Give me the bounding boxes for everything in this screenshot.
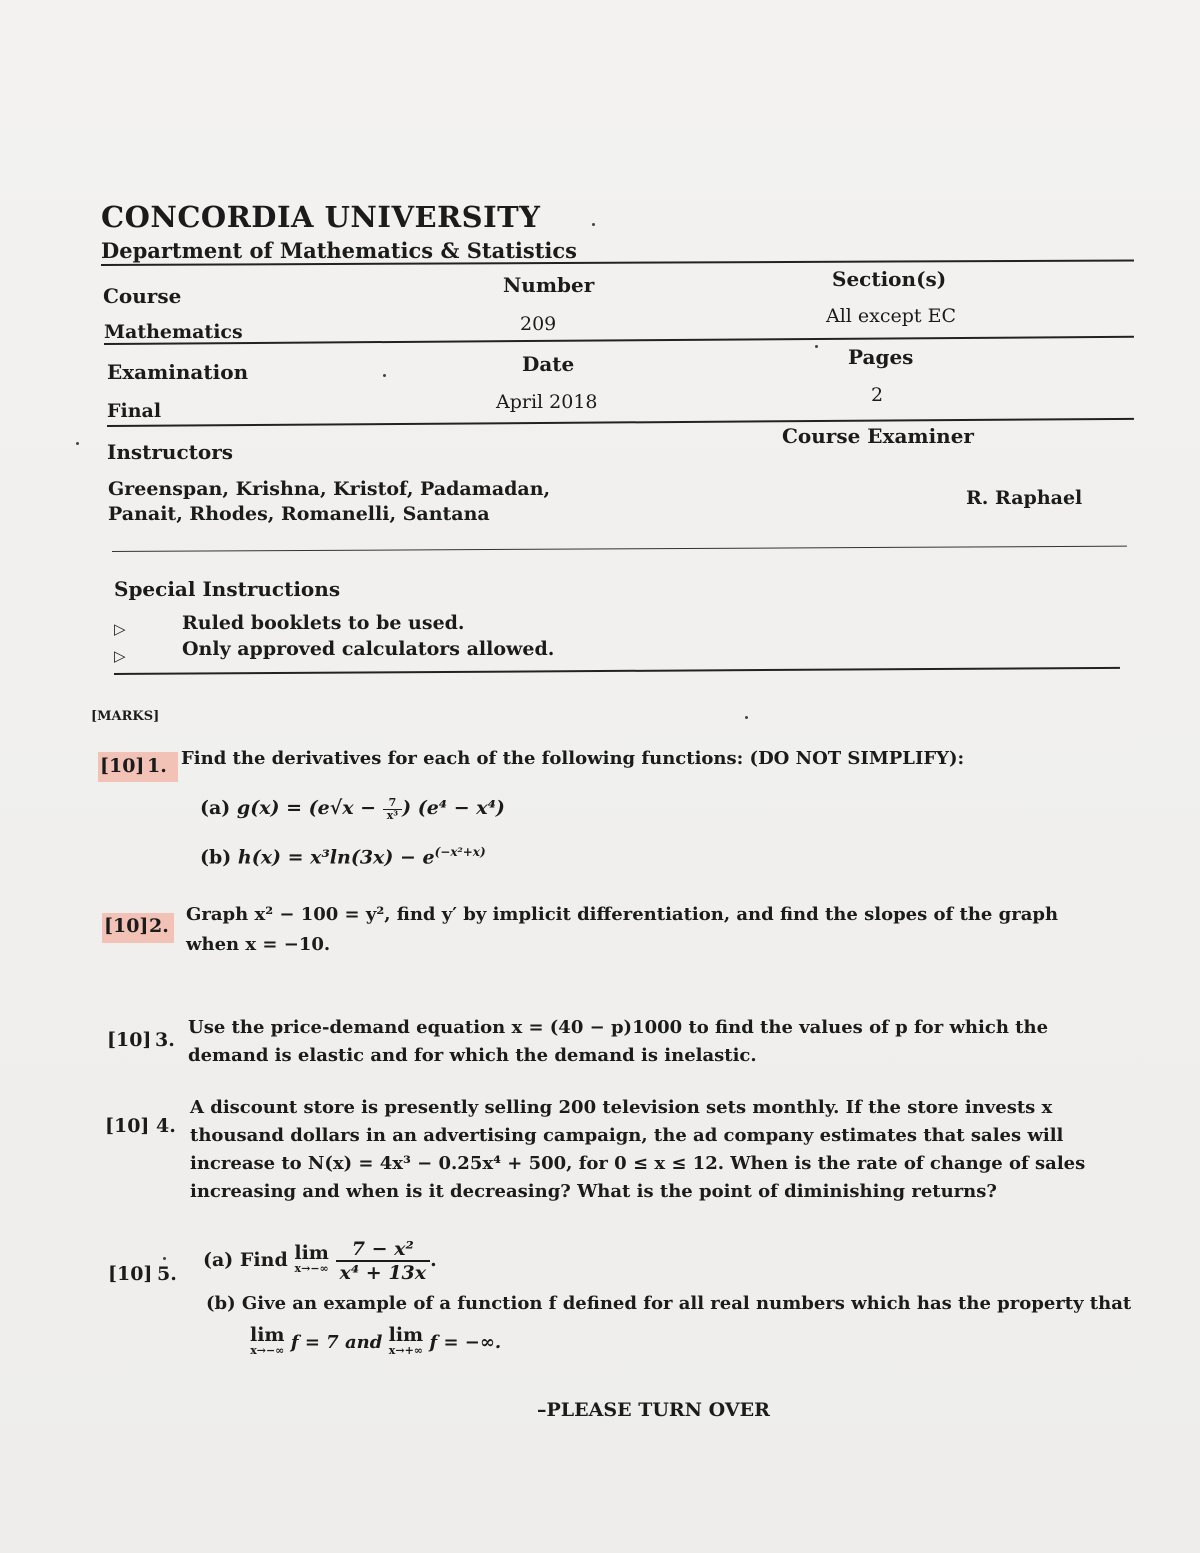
date-value: April 2018	[496, 391, 598, 413]
q1a-expr-lhs: g(x) = (e√x −	[236, 797, 383, 819]
exam-label: Examination	[107, 360, 249, 384]
scan-speck	[745, 716, 748, 719]
q5b-part2: f = −∞.	[429, 1332, 502, 1353]
examiner-label: Course Examiner	[782, 424, 974, 448]
q5a: (a) Find lim x→−∞ $\frac{\text{7 − x²}}{\text{x⁴ + 13x}}$ .	[203, 1238, 437, 1284]
q3-number: 3.	[155, 1029, 175, 1051]
course-label: Course	[103, 284, 182, 308]
examiner-value: R. Raphael	[966, 487, 1083, 509]
q5b-lim1: lim	[250, 1324, 285, 1346]
q5b-part1: f = 7 and	[290, 1332, 383, 1353]
q5-number: 5.	[157, 1263, 177, 1285]
q1a-label: (a)	[200, 797, 231, 819]
q2-text: Graph x² − 100 = y², find y′ by implicit differentiation, and find the slopes of the graph when x = −10.	[186, 904, 1059, 955]
q1b-exponent: (−x²+x)	[434, 845, 486, 859]
q5b-limit-2	[388, 1324, 424, 1359]
turn-over-note: –PLEASE TURN OVER	[537, 1399, 770, 1421]
q1a-fraction	[383, 797, 402, 822]
number-value: 209	[520, 313, 557, 335]
q1a	[200, 796, 505, 822]
q5b-limit-1	[250, 1324, 285, 1359]
q4-marks: [10]	[105, 1115, 150, 1137]
exam-rule	[107, 418, 1134, 427]
q1-number: 1.	[147, 755, 167, 777]
scan-speck	[163, 1257, 166, 1260]
special-item-2: Only approved calculators allowed.	[182, 638, 555, 660]
sections-label: Section(s)	[832, 267, 947, 291]
pages-label: Pages	[848, 345, 914, 369]
q5b-lim2-sub: x→+∞	[388, 1344, 423, 1357]
university-title: CONCORDIA UNIVERSITY	[101, 200, 541, 234]
scan-speck	[76, 442, 79, 445]
q1b-expr: h(x) = x³ln(3x) − e	[237, 846, 435, 869]
q4-text: A discount store is presently selling 200 television sets monthly. If the store invests x thousand dollars in an advertising campaign, the ad company estimates that sales will increase to N(x) = 4x³ − 0.25x⁴ + 500, for 0 ≤ x ≤ 12. When is the rate of change of sales increasing and when is it decreasing? What is the point of diminishing returns?	[190, 1097, 1086, 1202]
date-label: Date	[522, 352, 575, 376]
bullet-icon: ▷	[114, 647, 126, 665]
q1-text: Find the derivatives for each of the following functions: (DO NOT SIMPLIFY):	[181, 748, 965, 769]
q5a-frac-num: 7 − x²	[336, 1238, 431, 1262]
scan-speck	[592, 223, 595, 226]
q5a-text: Find	[239, 1249, 288, 1271]
marks-label: [MARKS]	[91, 709, 160, 724]
instructors-label: Instructors	[107, 440, 234, 464]
q5a-label: (a)	[203, 1249, 234, 1271]
q5b-lim2: lim	[388, 1324, 424, 1346]
q5-marks: [10]	[108, 1263, 153, 1285]
q1b	[200, 840, 486, 869]
sections-value: All except EC	[826, 305, 957, 327]
q1-marks: [10]	[100, 755, 145, 777]
number-label: Number	[503, 273, 595, 297]
scan-speck	[383, 374, 386, 377]
department-name: Department of Mathematics & Statistics	[101, 238, 577, 263]
instructors-line1: Greenspan, Krishna, Kristof, Padamadan,	[108, 478, 551, 500]
pages-value: 2	[871, 384, 884, 406]
instructors-line2: Panait, Rhodes, Romanelli, Santana	[108, 503, 490, 525]
q5a-limit	[294, 1242, 329, 1277]
course-value: Mathematics	[104, 321, 243, 343]
q5a-fraction	[336, 1238, 431, 1284]
special-item-1: Ruled booklets to be used.	[182, 612, 465, 634]
q5b-text: Give an example of a function f defined for all real numbers which has the property that	[241, 1293, 1132, 1314]
q5b-line1	[206, 1292, 1131, 1316]
q5b-line2	[250, 1324, 502, 1359]
q1a-frac-den: x³	[386, 808, 399, 822]
q2-marks: [10]	[104, 915, 149, 937]
q3-text: Use the price-demand equation x = (40 − p)1000 to find the values of p for which the demand is elastic and for which the demand is inelastic.	[188, 1017, 1049, 1066]
q5a-frac-den: x⁴ + 13x	[339, 1262, 427, 1284]
exam-value: Final	[107, 400, 162, 422]
special-instructions-label: Special Instructions	[114, 577, 341, 601]
q5b-label: (b)	[206, 1293, 236, 1314]
instructors-rule	[112, 546, 1127, 552]
q3-marks: [10]	[107, 1029, 152, 1051]
special-rule	[114, 667, 1120, 675]
course-rule	[104, 336, 1134, 345]
q1a-expr-rhs: ) (e⁴ − x⁴)	[402, 797, 505, 819]
q5b-lim1-sub: x→−∞	[250, 1344, 285, 1357]
q5a-lim: lim	[294, 1242, 329, 1264]
q4-number: 4.	[156, 1115, 176, 1137]
bullet-icon: ▷	[114, 620, 126, 638]
scan-speck	[815, 345, 818, 348]
q2-number: 2.	[149, 915, 169, 937]
q5a-lim-sub: x→−∞	[294, 1262, 329, 1275]
q1a-frac-num: 7	[383, 797, 402, 810]
q1b-label: (b)	[200, 846, 232, 869]
